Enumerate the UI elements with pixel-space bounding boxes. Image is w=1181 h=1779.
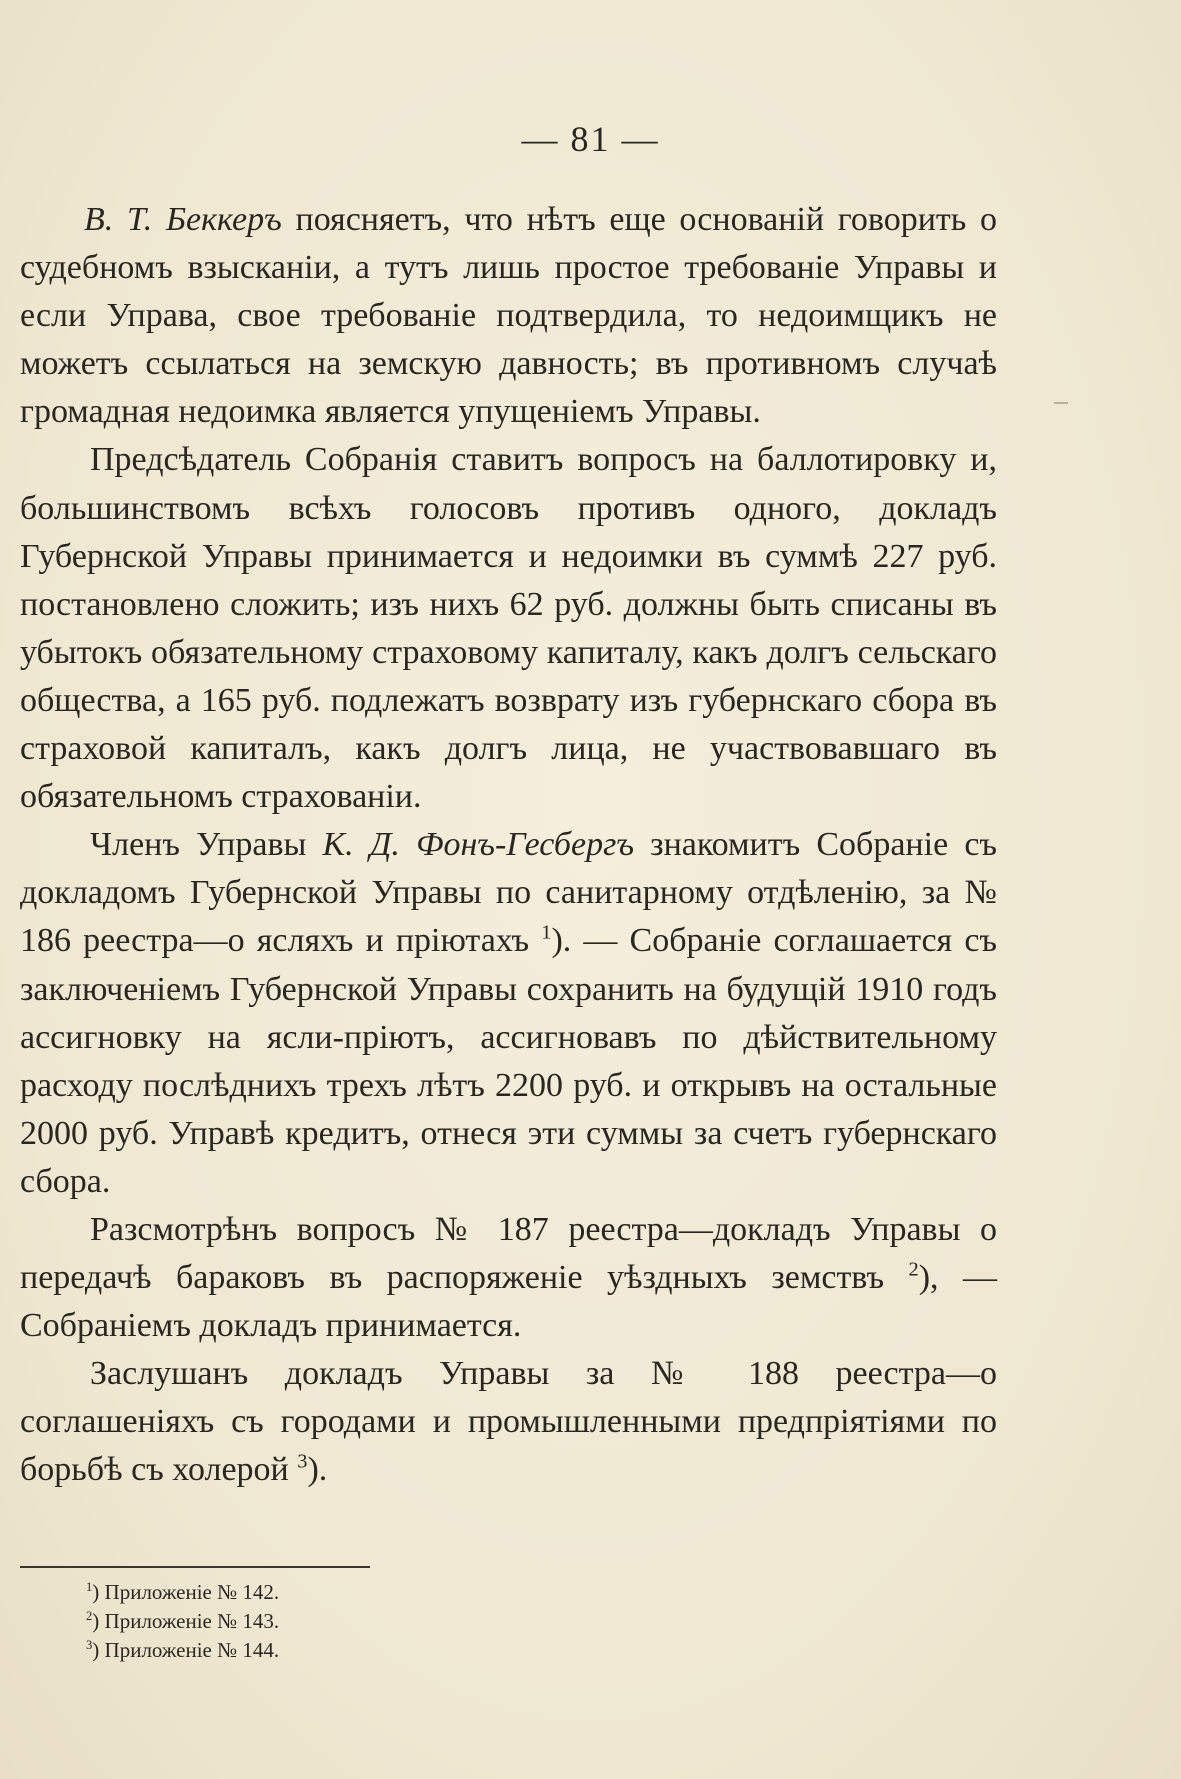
footnote-mark: 1 [86, 1580, 93, 1594]
text-run: Предсѣдатель Собранія ставитъ вопросъ на баллотировку и, большинствомъ всѣхъ голосовъ противъ одного, докладъ Губернской Управы принимается и недоимки въ суммѣ 227 руб. постановлено сложить; изъ нихъ 62 руб. должны быть списаны въ убытокъ обязательному страховому капиталу, какъ долгъ сельскаго общества, а 165 руб. подлежатъ возврату изъ губернскаго сбора въ страховой капиталъ, какъ долгъ лица, не участвовавшаго въ обязательномъ страхованіи. [20, 441, 997, 816]
text-run: Заслушанъ докладъ Управы за № 188 реестра—о соглашеніяхъ съ городами и промышленными предпріятіями по борьбѣ съ холерой [20, 1355, 997, 1489]
footnote-text: ) Приложеніе № 144. [92, 1638, 280, 1662]
text-run: ). [307, 1451, 328, 1489]
footnote [86, 1607, 279, 1636]
page-number: — 81 — [521, 119, 660, 159]
person-name: К. Д. Фонъ-Гесбергъ [322, 826, 634, 864]
footnote [86, 1636, 279, 1665]
footnote-text: ) Приложеніе № 143. [92, 1609, 280, 1633]
person-name: В. Т. Беккеръ [84, 201, 282, 238]
footnote-ref: 2 [908, 1258, 919, 1281]
footnote-text: ) Приложеніе № 142. [92, 1580, 280, 1604]
body-text [20, 196, 997, 1495]
paragraph [20, 821, 997, 1206]
paragraph [20, 1350, 997, 1494]
margin-mark [1054, 402, 1068, 404]
footnote-mark: 3 [86, 1638, 93, 1652]
paragraph [20, 196, 997, 436]
text-run: ). — Собраніе соглашается съ заключеніемъ Губернской Управы сохранить на будущій 1910 годъ ассигновку на ясли-пріютъ, ассигновавъ по дѣйствительному расходу послѣднихъ трехъ лѣтъ 2200 руб. и открывъ на остальные 2000 руб. Управѣ кредитъ, отнеся эти суммы за счетъ губернскаго сбора. [20, 922, 998, 1200]
text-run: поясняетъ, что нѣтъ еще основаній говорить о судебномъ взысканіи, а тутъ лишь простое требованіе Управы и если Управа, свое требованіе подтвердила, то недоимщикъ не можетъ ссылаться на земскую давность; въ противномъ случаѣ громадная недоимка является упущеніемъ Управы. [20, 201, 997, 431]
text-run: знакомитъ Собраніе съ докладомъ Губернской Управы по санитарному отдѣленію, за № 186 реестра—о ясляхъ и пріютахъ [20, 826, 997, 960]
text-run: Членъ Управы [90, 826, 323, 864]
text-run: Разсмотрѣнъ вопросъ № 187 реестра—докладъ Управы о передачѣ бараковъ въ распоряженіе уѣздныхъ земствъ [20, 1210, 997, 1297]
paragraph [20, 1206, 997, 1350]
footnote-mark: 2 [86, 1609, 93, 1623]
paragraph [20, 436, 997, 821]
footnote-ref: 3 [297, 1451, 308, 1474]
footnote-ref: 1 [541, 922, 552, 945]
footnote [86, 1578, 279, 1607]
text-run: ), —Собраніемъ докладъ принимается. [20, 1259, 997, 1345]
footnote-divider [20, 1566, 370, 1568]
footnotes [86, 1578, 279, 1665]
